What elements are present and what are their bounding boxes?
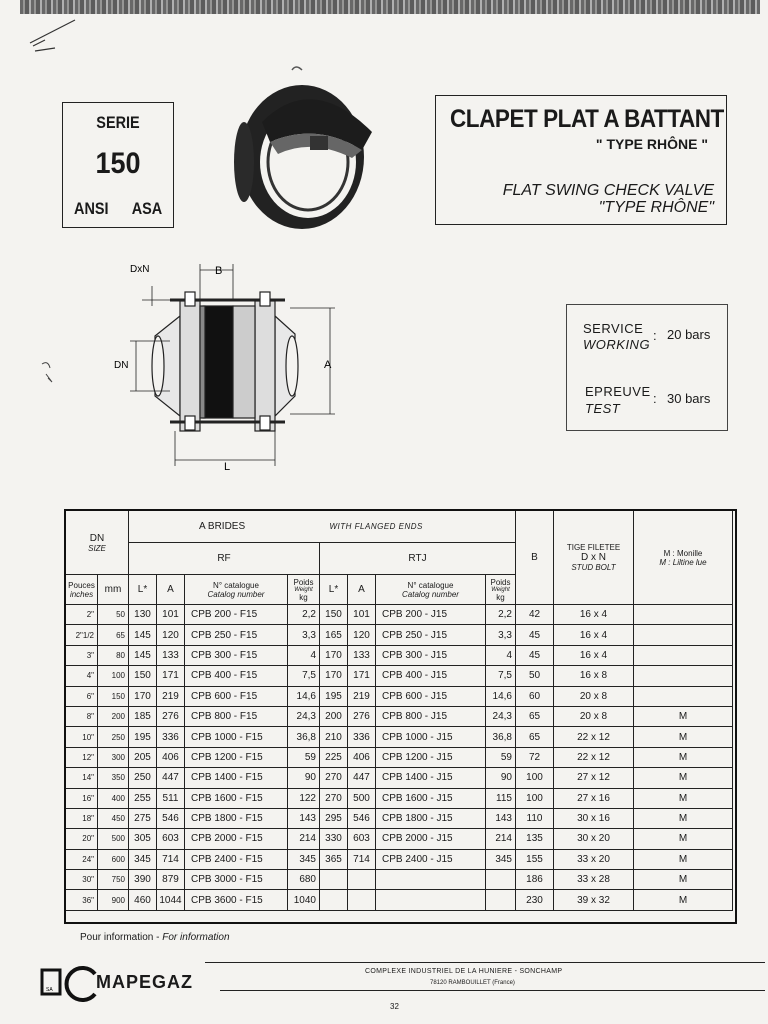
- weight-rtj-cell: 4: [486, 645, 516, 665]
- table-body: [66, 511, 733, 911]
- weight-rtj-cell: 24,3: [486, 706, 516, 726]
- l-rf-cell: 255: [129, 788, 157, 808]
- b-cell: 155: [516, 849, 554, 869]
- mm-cell: 100: [98, 666, 129, 686]
- a-rtj-cell: 714: [348, 849, 376, 869]
- mm-cell: 900: [98, 890, 129, 910]
- m-cell: [634, 666, 733, 686]
- weight-rf-cell: 143: [288, 808, 320, 828]
- mm-cell: 50: [98, 605, 129, 625]
- b-cell: 50: [516, 666, 554, 686]
- header-catalog-rf: [185, 575, 288, 605]
- footer-city: 78120 RAMBOUILLET (France): [430, 980, 515, 986]
- inch-cell: 2"1/2: [66, 625, 98, 645]
- weight-rf-cell: 4: [288, 645, 320, 665]
- header-tige-label: TIGE FILETEE: [566, 543, 621, 552]
- b-cell: 110: [516, 808, 554, 828]
- catalog-rf-cell: CPB 2400 - F15: [185, 849, 288, 869]
- catalog-rtj-cell: CPB 2000 - J15: [376, 829, 486, 849]
- a-rf-cell: 511: [157, 788, 185, 808]
- l-rf-cell: 250: [129, 768, 157, 788]
- catalog-rf-cell: CPB 400 - F15: [185, 666, 288, 686]
- l-rtj-cell: [320, 890, 348, 910]
- a-rf-cell: 406: [157, 747, 185, 767]
- inch-cell: 8": [66, 706, 98, 726]
- a-rf-cell: 101: [157, 605, 185, 625]
- l-rf-cell: 170: [129, 686, 157, 706]
- weight-rtj-cell: [486, 870, 516, 890]
- l-rtj-cell: 150: [320, 605, 348, 625]
- inch-cell: 10": [66, 727, 98, 747]
- header-pouces-label: Pouces: [68, 580, 95, 590]
- a-rf-cell: 219: [157, 686, 185, 706]
- inch-cell: 2": [66, 605, 98, 625]
- header-weight-rf: [288, 575, 320, 605]
- header-poids-rtj: Poids: [490, 577, 511, 587]
- dxn-cell: 16 x 4: [554, 625, 634, 645]
- weight-rf-cell: 345: [288, 849, 320, 869]
- l-rf-cell: 345: [129, 849, 157, 869]
- weight-rf-cell: 7,5: [288, 666, 320, 686]
- header-catalog-rf-fr: N° catalogue: [213, 580, 259, 590]
- table-row: [66, 870, 733, 890]
- b-cell: 230: [516, 890, 554, 910]
- catalog-rf-cell: CPB 200 - F15: [185, 605, 288, 625]
- weight-rtj-cell: 7,5: [486, 666, 516, 686]
- dxn-cell: 39 x 32: [554, 890, 634, 910]
- weight-rtj-cell: 36,8: [486, 727, 516, 747]
- a-rf-cell: 546: [157, 808, 185, 828]
- header-kg-rf: kg: [299, 592, 308, 602]
- dxn-cell: 30 x 16: [554, 808, 634, 828]
- inch-cell: 12": [66, 747, 98, 767]
- a-rtj-cell: [348, 870, 376, 890]
- l-rf-cell: 185: [129, 706, 157, 726]
- weight-rf-cell: 214: [288, 829, 320, 849]
- m-cell: M: [634, 747, 733, 767]
- b-cell: 45: [516, 625, 554, 645]
- test-colon: :: [653, 391, 657, 406]
- inch-cell: 18": [66, 808, 98, 828]
- catalog-rf-cell: CPB 2000 - F15: [185, 829, 288, 849]
- table-row: [66, 890, 733, 910]
- inch-cell: 14": [66, 768, 98, 788]
- mm-cell: 300: [98, 747, 129, 767]
- table-row: [66, 645, 733, 665]
- m-cell: M: [634, 829, 733, 849]
- weight-rf-cell: 122: [288, 788, 320, 808]
- header-pouces: [66, 575, 98, 605]
- table-row: [66, 706, 733, 726]
- header-flanged-ends: WITH FLANGED ENDS: [320, 511, 516, 543]
- serie-box: [62, 102, 174, 228]
- title-english: [503, 182, 714, 216]
- table-row: [66, 849, 733, 869]
- header-catalog-rtj-en: Catalog number: [402, 589, 459, 599]
- dxn-cell: 16 x 8: [554, 666, 634, 686]
- inch-cell: 4": [66, 666, 98, 686]
- working-label: WORKING: [583, 337, 651, 352]
- weight-rtj-cell: 143: [486, 808, 516, 828]
- a-rtj-cell: 500: [348, 788, 376, 808]
- catalog-rtj-cell: CPB 250 - J15: [376, 625, 486, 645]
- dxn-cell: 20 x 8: [554, 706, 634, 726]
- a-rf-cell: 447: [157, 768, 185, 788]
- dxn-cell: 27 x 12: [554, 768, 634, 788]
- l-rf-cell: 150: [129, 666, 157, 686]
- mapegaz-logo-icon: [40, 964, 100, 1004]
- header-weight-rf-en: Weight: [294, 586, 313, 593]
- header-rf: RF: [129, 543, 320, 575]
- table-header-row-1: [66, 511, 733, 543]
- title-english-type: "TYPE RHÔNE": [598, 199, 714, 216]
- pen-mark-icon: [25, 18, 85, 68]
- a-rf-cell: 603: [157, 829, 185, 849]
- mm-cell: 80: [98, 645, 129, 665]
- header-l-rtj: L*: [320, 575, 348, 605]
- scan-artifact-bar: [20, 0, 760, 14]
- catalog-rf-cell: CPB 250 - F15: [185, 625, 288, 645]
- dxn-cell: 20 x 8: [554, 686, 634, 706]
- catalog-rtj-cell: CPB 200 - J15: [376, 605, 486, 625]
- a-rf-cell: 276: [157, 706, 185, 726]
- dxn-cell: 16 x 4: [554, 645, 634, 665]
- header-size-label: SIZE: [88, 543, 106, 553]
- l-rtj-cell: 170: [320, 645, 348, 665]
- catalog-rf-cell: CPB 1600 - F15: [185, 788, 288, 808]
- dxn-cell: 33 x 20: [554, 849, 634, 869]
- inch-cell: 6": [66, 686, 98, 706]
- title-english-main: FLAT SWING CHECK VALVE: [502, 182, 714, 199]
- header-m-monille: M : Monille: [663, 548, 703, 558]
- catalog-rtj-cell: CPB 800 - J15: [376, 706, 486, 726]
- l-rf-cell: 195: [129, 727, 157, 747]
- l-rf-cell: 145: [129, 625, 157, 645]
- weight-rf-cell: 59: [288, 747, 320, 767]
- m-cell: [634, 686, 733, 706]
- header-dn-label: DN: [89, 532, 105, 544]
- mm-cell: 250: [98, 727, 129, 747]
- footnote-en: For information: [162, 932, 230, 943]
- margin-mark-icon: [40, 360, 60, 390]
- dimensions-table: [65, 510, 733, 911]
- m-cell: [634, 645, 733, 665]
- header-dxn-label: D x N: [581, 552, 606, 563]
- a-rtj-cell: [348, 890, 376, 910]
- table-row: [66, 666, 733, 686]
- serie-number: 150: [95, 147, 141, 180]
- header-m-liltine: M : Liltine lue: [659, 557, 707, 567]
- weight-rf-cell: 1040: [288, 890, 320, 910]
- mm-cell: 750: [98, 870, 129, 890]
- catalog-rf-cell: CPB 800 - F15: [185, 706, 288, 726]
- table-row: [66, 686, 733, 706]
- header-rtj: RTJ: [320, 543, 516, 575]
- m-cell: M: [634, 768, 733, 788]
- header-m: [634, 511, 733, 605]
- weight-rf-cell: 14,6: [288, 686, 320, 706]
- table-row: [66, 605, 733, 625]
- m-cell: M: [634, 890, 733, 910]
- inch-cell: 36": [66, 890, 98, 910]
- title-box: [435, 95, 727, 225]
- a-rf-cell: 1044: [157, 890, 185, 910]
- weight-rf-cell: 36,8: [288, 727, 320, 747]
- serie-label: SERIE: [96, 113, 140, 132]
- catalog-rtj-cell: CPB 300 - J15: [376, 645, 486, 665]
- a-rf-cell: 714: [157, 849, 185, 869]
- header-dn: [66, 511, 129, 575]
- m-cell: M: [634, 849, 733, 869]
- a-rf-cell: 336: [157, 727, 185, 747]
- footer-rule-top: [205, 962, 765, 963]
- a-rtj-cell: 101: [348, 605, 376, 625]
- b-cell: 42: [516, 605, 554, 625]
- table-row: [66, 625, 733, 645]
- header-a-brides: A BRIDES: [129, 511, 320, 543]
- table-row: [66, 788, 733, 808]
- header-a-rf: A: [157, 575, 185, 605]
- catalog-rtj-cell: CPB 1400 - J15: [376, 768, 486, 788]
- m-cell: M: [634, 788, 733, 808]
- weight-rtj-cell: 2,2: [486, 605, 516, 625]
- asa-label: ASA: [131, 199, 163, 218]
- footnote: [80, 932, 230, 943]
- mm-cell: 500: [98, 829, 129, 849]
- b-cell: 100: [516, 768, 554, 788]
- weight-rf-cell: 2,2: [288, 605, 320, 625]
- a-rtj-cell: 546: [348, 808, 376, 828]
- catalog-rtj-cell: CPB 400 - J15: [376, 666, 486, 686]
- a-rf-cell: 879: [157, 870, 185, 890]
- m-cell: M: [634, 727, 733, 747]
- l-rtj-cell: 270: [320, 768, 348, 788]
- weight-rf-cell: 90: [288, 768, 320, 788]
- header-l-rf: L*: [129, 575, 157, 605]
- catalog-rf-cell: CPB 3000 - F15: [185, 870, 288, 890]
- mm-cell: 450: [98, 808, 129, 828]
- b-cell: 100: [516, 788, 554, 808]
- weight-rtj-cell: 115: [486, 788, 516, 808]
- mm-cell: 350: [98, 768, 129, 788]
- header-poids-rf: Poids: [293, 577, 314, 587]
- catalog-rtj-cell: CPB 1800 - J15: [376, 808, 486, 828]
- catalog-rtj-cell: CPB 1600 - J15: [376, 788, 486, 808]
- l-rtj-cell: 295: [320, 808, 348, 828]
- dim-b: B: [215, 265, 223, 277]
- weight-rf-cell: 3,3: [288, 625, 320, 645]
- l-rf-cell: 130: [129, 605, 157, 625]
- b-cell: 72: [516, 747, 554, 767]
- dim-a: A: [324, 359, 332, 371]
- title-french-type: " TYPE RHÔNE ": [595, 136, 708, 152]
- table-row: [66, 829, 733, 849]
- catalog-rtj-cell: [376, 870, 486, 890]
- b-cell: 45: [516, 645, 554, 665]
- l-rtj-cell: 270: [320, 788, 348, 808]
- table-row: [66, 747, 733, 767]
- l-rf-cell: 390: [129, 870, 157, 890]
- weight-rtj-cell: 90: [486, 768, 516, 788]
- inch-cell: 3": [66, 645, 98, 665]
- l-rf-cell: 145: [129, 645, 157, 665]
- title-french: CLAPET PLAT A BATTANT: [450, 105, 724, 133]
- m-cell: M: [634, 870, 733, 890]
- m-cell: M: [634, 706, 733, 726]
- mm-cell: 600: [98, 849, 129, 869]
- l-rf-cell: 205: [129, 747, 157, 767]
- catalog-rf-cell: CPB 1000 - F15: [185, 727, 288, 747]
- mm-cell: 150: [98, 686, 129, 706]
- a-rtj-cell: 603: [348, 829, 376, 849]
- mm-cell: 200: [98, 706, 129, 726]
- epreuve-label: EPREUVE: [585, 384, 651, 399]
- catalog-rf-cell: CPB 3600 - F15: [185, 890, 288, 910]
- a-rtj-cell: 336: [348, 727, 376, 747]
- catalog-rtj-cell: CPB 1000 - J15: [376, 727, 486, 747]
- a-rtj-cell: 219: [348, 686, 376, 706]
- a-rtj-cell: 133: [348, 645, 376, 665]
- test-label: TEST: [585, 401, 621, 416]
- b-cell: 186: [516, 870, 554, 890]
- service-label: SERVICE: [583, 321, 644, 336]
- a-rtj-cell: 276: [348, 706, 376, 726]
- valve-photo: [222, 62, 382, 232]
- header-mm: mm: [98, 575, 129, 605]
- inch-cell: 30": [66, 870, 98, 890]
- catalog-rf-cell: CPB 300 - F15: [185, 645, 288, 665]
- table-row: [66, 727, 733, 747]
- weight-rtj-cell: 345: [486, 849, 516, 869]
- l-rf-cell: 305: [129, 829, 157, 849]
- header-catalog-rf-en: Catalog number: [207, 589, 265, 599]
- catalog-rf-cell: CPB 600 - F15: [185, 686, 288, 706]
- l-rtj-cell: 210: [320, 727, 348, 747]
- dxn-cell: 22 x 12: [554, 727, 634, 747]
- table-row: [66, 808, 733, 828]
- pressure-box: [566, 304, 728, 431]
- m-cell: [634, 625, 733, 645]
- header-inches-label: inches: [69, 589, 94, 599]
- header-kg-rtj: kg: [496, 592, 505, 602]
- mm-cell: 400: [98, 788, 129, 808]
- technical-drawing: [100, 256, 360, 476]
- l-rtj-cell: 170: [320, 666, 348, 686]
- b-cell: 65: [516, 706, 554, 726]
- dim-dxn: DxN: [130, 264, 150, 275]
- header-weight-rtj: [486, 575, 516, 605]
- weight-rf-cell: 24,3: [288, 706, 320, 726]
- l-rtj-cell: 200: [320, 706, 348, 726]
- l-rtj-cell: 225: [320, 747, 348, 767]
- header-stud-label: STUD BOLT: [571, 563, 616, 572]
- l-rf-cell: 275: [129, 808, 157, 828]
- l-rtj-cell: 365: [320, 849, 348, 869]
- footer-rule-bottom: [220, 990, 765, 991]
- a-rtj-cell: 171: [348, 666, 376, 686]
- a-rf-cell: 133: [157, 645, 185, 665]
- test-value: 30 bars: [667, 391, 711, 406]
- dxn-cell: 16 x 4: [554, 605, 634, 625]
- inch-cell: 24": [66, 849, 98, 869]
- header-tige: [554, 511, 634, 605]
- b-cell: 135: [516, 829, 554, 849]
- b-cell: 65: [516, 727, 554, 747]
- m-cell: [634, 605, 733, 625]
- weight-rtj-cell: 59: [486, 747, 516, 767]
- catalog-rf-cell: CPB 1800 - F15: [185, 808, 288, 828]
- header-catalog-rtj-fr: N° catalogue: [407, 580, 454, 590]
- dim-dn: DN: [114, 360, 129, 371]
- header-b: B: [516, 511, 554, 605]
- service-value: 20 bars: [667, 327, 711, 342]
- l-rtj-cell: [320, 870, 348, 890]
- footer-address: COMPLEXE INDUSTRIEL DE LA HUNIERE - SONCHAMP: [365, 968, 563, 975]
- inch-cell: 20": [66, 829, 98, 849]
- dxn-cell: 30 x 20: [554, 829, 634, 849]
- a-rtj-cell: 406: [348, 747, 376, 767]
- catalog-rtj-cell: CPB 1200 - J15: [376, 747, 486, 767]
- m-cell: M: [634, 808, 733, 828]
- logo-small-text: SA: [46, 987, 53, 993]
- weight-rtj-cell: [486, 890, 516, 910]
- catalog-rf-cell: CPB 1400 - F15: [185, 768, 288, 788]
- service-colon: :: [653, 328, 657, 343]
- header-weight-rtj-en: Weight: [491, 586, 510, 593]
- header-a-rtj: A: [348, 575, 376, 605]
- header-catalog-rtj: [376, 575, 486, 605]
- a-rtj-cell: 447: [348, 768, 376, 788]
- a-rtj-cell: 120: [348, 625, 376, 645]
- l-rf-cell: 460: [129, 890, 157, 910]
- catalog-rtj-cell: CPB 600 - J15: [376, 686, 486, 706]
- l-rtj-cell: 165: [320, 625, 348, 645]
- catalog-rtj-cell: CPB 2400 - J15: [376, 849, 486, 869]
- inch-cell: 16": [66, 788, 98, 808]
- footnote-fr: Pour information -: [80, 932, 160, 943]
- mm-cell: 65: [98, 625, 129, 645]
- ansi-label: ANSI: [74, 199, 109, 218]
- weight-rf-cell: 680: [288, 870, 320, 890]
- a-rf-cell: 120: [157, 625, 185, 645]
- dxn-cell: 27 x 16: [554, 788, 634, 808]
- dxn-cell: 33 x 28: [554, 870, 634, 890]
- dim-l: L: [224, 461, 231, 473]
- b-cell: 60: [516, 686, 554, 706]
- catalog-rtj-cell: [376, 890, 486, 910]
- catalog-rf-cell: CPB 1200 - F15: [185, 747, 288, 767]
- page-number: 32: [390, 1002, 399, 1011]
- weight-rtj-cell: 14,6: [486, 686, 516, 706]
- l-rtj-cell: 330: [320, 829, 348, 849]
- l-rtj-cell: 195: [320, 686, 348, 706]
- weight-rtj-cell: 3,3: [486, 625, 516, 645]
- weight-rtj-cell: 214: [486, 829, 516, 849]
- a-rf-cell: 171: [157, 666, 185, 686]
- table-row: [66, 768, 733, 788]
- dxn-cell: 22 x 12: [554, 747, 634, 767]
- logo-wordmark: MAPEGAZ: [96, 972, 193, 992]
